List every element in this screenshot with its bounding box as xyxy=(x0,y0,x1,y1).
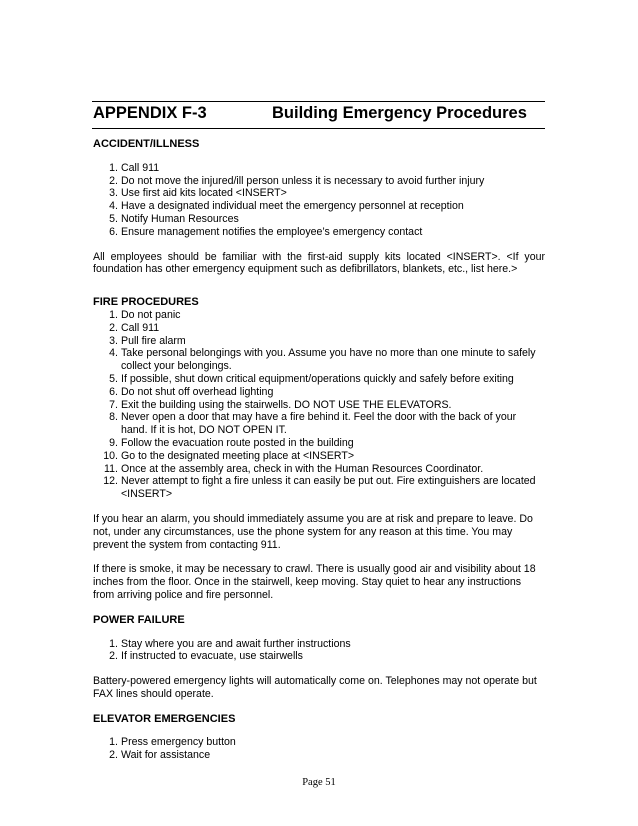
fire-list xyxy=(93,309,545,501)
list-item: 6. Do not shut off overhead lighting xyxy=(109,385,274,398)
list-item: 2. Call 911 xyxy=(109,321,160,334)
list-item: 4. Have a designated individual meet the emergency personnel at reception xyxy=(109,200,464,213)
fire-note-smoke: If there is smoke, it may be necessary to crawl. There is usually good air and visibility about 18 inches from the floor. Once in the stairwell, keep moving. Stay quiet to hear any instructions from arriving police and fire personnel. xyxy=(93,563,536,601)
appendix-label: APPENDIX F-3 xyxy=(93,104,207,122)
section-heading-accident: ACCIDENT/ILLNESS xyxy=(93,138,200,150)
list-item: 3. Pull fire alarm xyxy=(109,334,186,347)
fire-note-alarm: If you hear an alarm, you should immediately assume you are at risk and prepare to leave. Do not, under any circumstances, use the phone system for any reason at this time. You may prevent the system from contacting 911. xyxy=(93,512,533,551)
list-item: 4. Take personal belongings with you. Assume you have no more than one minute to safely collect your belongings. xyxy=(109,347,536,373)
header-bottom-rule xyxy=(92,128,545,129)
list-item: 1. Stay where you are and await further instructions xyxy=(109,637,351,650)
list-item: 1. Do not panic xyxy=(109,308,181,321)
elevator-list xyxy=(93,736,545,762)
accident-note: All employees should be familiar with the first-aid supply kits located <INSERT>. <If your foundation has other emergency equipment such as defibrillators, blankets, etc., list here.> xyxy=(93,250,545,276)
list-item: 9. Follow the evacuation route posted in the building xyxy=(109,436,354,449)
list-item: 5. Notify Human Resources xyxy=(109,212,239,225)
list-item: 11. Once at the assembly area, check in with the Human Resources Coordinator. xyxy=(104,462,484,475)
list-item: 6. Ensure management notifies the employee’s emergency contact xyxy=(109,225,423,238)
list-item: 2. If instructed to evacuate, use stairwells xyxy=(109,650,303,663)
section-heading-power: POWER FAILURE xyxy=(93,613,185,626)
accident-list xyxy=(93,162,545,239)
list-item: 1. Call 911 xyxy=(109,161,160,174)
page-number: Page 51 xyxy=(302,777,336,788)
list-item: 8. Never open a door that may have a fire behind it. Feel the door with the back of your hand. If it is hot, DO NOT OPEN IT. xyxy=(109,411,517,437)
section-heading-fire: FIRE PROCEDURES xyxy=(93,296,199,309)
list-item: 1. Press emergency button xyxy=(109,736,236,749)
header-top-rule xyxy=(92,101,545,102)
list-item: 3. Use first aid kits located <INSERT> xyxy=(109,187,287,200)
document-title: Building Emergency Procedures xyxy=(272,104,527,122)
list-item: 10. Go to the designated meeting place at <INSERT> xyxy=(103,449,355,462)
list-item: 2. Wait for assistance xyxy=(109,749,211,762)
list-item: 12. Never attempt to fight a fire unless it can easily be put out. Fire extinguishers are located <INSERT> xyxy=(103,475,536,501)
power-note: Battery-powered emergency lights will automatically come on. Telephones may not operate but FAX lines should operate. xyxy=(93,675,537,700)
document-body xyxy=(93,138,545,762)
list-item: 5. If possible, shut down critical equipment/operations quickly and safely before exiting xyxy=(109,372,514,385)
list-item: 7. Exit the building using the stairwells. DO NOT USE THE ELEVATORS. xyxy=(109,398,452,411)
power-list xyxy=(93,638,545,664)
section-heading-elevator: ELEVATOR EMERGENCIES xyxy=(93,712,236,725)
list-item: 2. Do not move the injured/ill person unless it is necessary to avoid further injury xyxy=(109,174,485,187)
